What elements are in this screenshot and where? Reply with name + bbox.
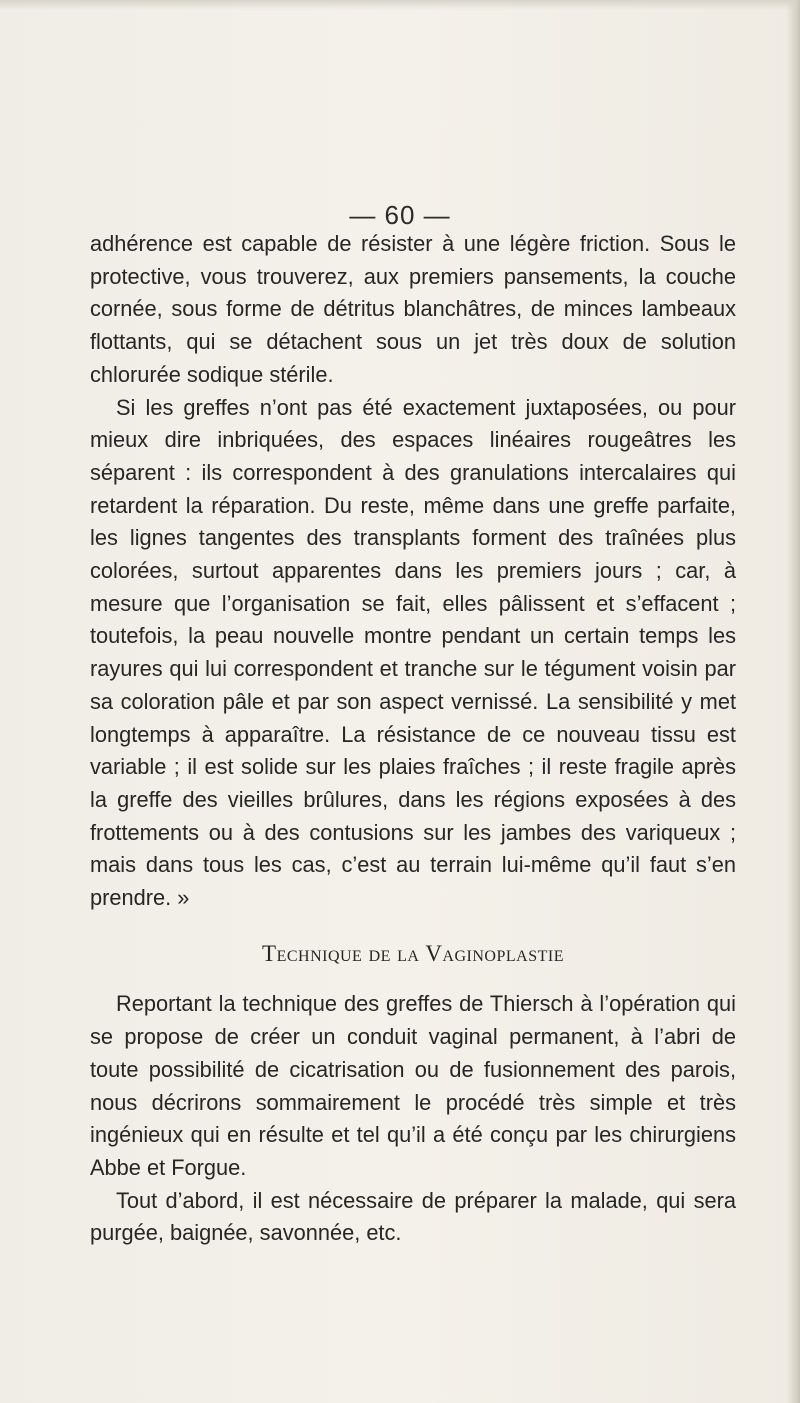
paragraph-technique: Reportant la technique des greffes de Thiersch à l’opération qui se propose de créer un conduit vaginal permanent, à l’abri de toute possibilité de cicatrisation ou de fusionnement des parois, nous décrirons sommairement le procédé très simple et très ingénieux qui en résulte et tel qu’il a été conçu par les chirurgiens Abbe et Forgue. xyxy=(90,991,736,1180)
paragraph-continuation: adhérence est capable de résister à une légère friction. Sous le protective, vous trouverez, aux premiers pansements, la couche cornée, sous forme de détritus blanchâtres, de minces lambeaux flottants, qui se détachent sous un jet très doux de solution chlorurée sodique stérile. xyxy=(90,231,736,387)
page-top-shadow xyxy=(0,0,800,10)
body-text xyxy=(90,228,736,1250)
paragraph-greffes: Si les greffes n’ont pas été exactement juxtaposées, ou pour mieux dire inbriquées, des espaces linéaires rougeâtres les séparent : ils correspondent à des granulations intercalaires qui retardent la réparation. Du reste, même dans une greffe parfaite, les lignes tangentes des transplants forment des traînées plus colorées, surtout apparentes dans les premiers jours ; car, à mesure que l’organisation se fait, elles pâlissent et s’effacent ; toutefois, la peau nouvelle montre pendant un certain temps les rayures qui lui correspondent et tranche sur le tégument voisin par sa coloration pâle et par son aspect vernissé. La sensibilité y met longtemps à apparaître. La résistance de ce nouveau tissu est variable ; il est solide sur les plaies fraîches ; il reste fragile après la greffe des vieilles brûlures, dans les régions exposées à des frottements ou à des contusions sur les jambes des variqueux ; mais dans tous les cas, c’est au terrain lui-même qu’il faut s’en prendre. » xyxy=(90,394,736,911)
paragraph-preparation: Tout d’abord, il est nécessaire de préparer la malade, qui sera purgée, baignée, savonnée, etc. xyxy=(90,1187,736,1246)
section-title: Technique de la Vaginoplastie xyxy=(262,940,564,966)
page-number: — 60 — xyxy=(349,200,451,230)
